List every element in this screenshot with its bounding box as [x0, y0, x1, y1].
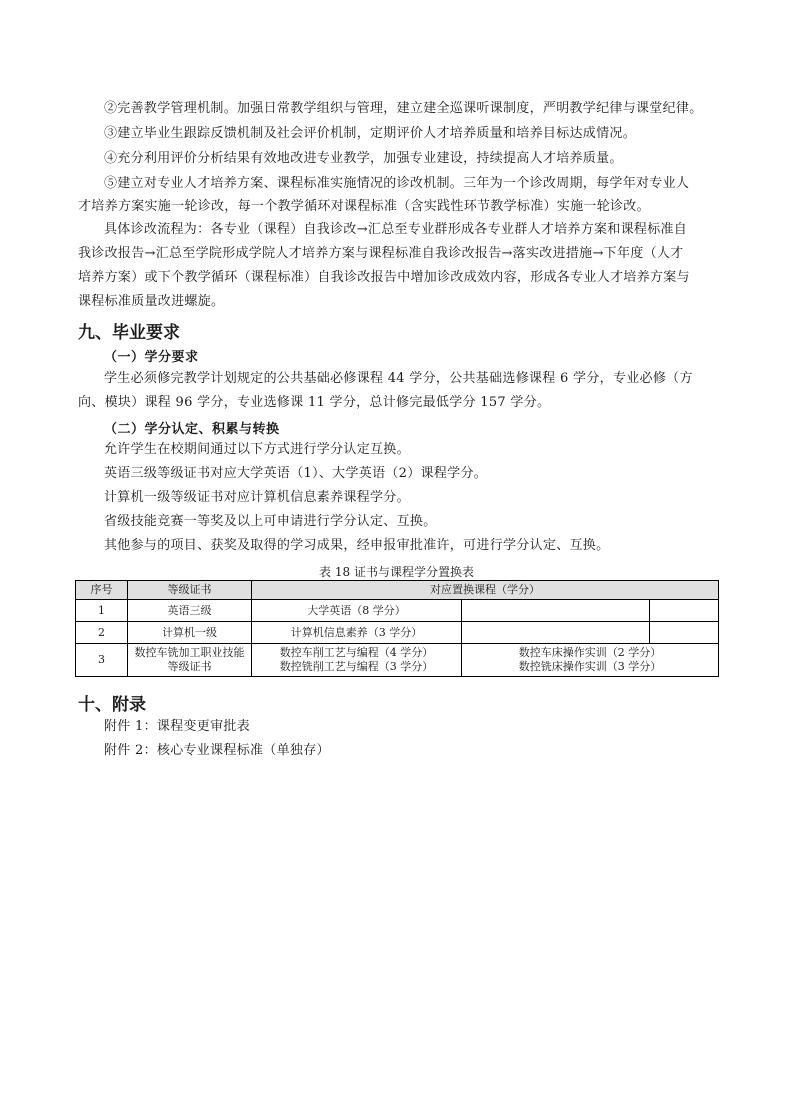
cell-no: 2 [76, 622, 128, 644]
paragraph-line: 计算机一级等级证书对应计算机信息素养课程学分。 [104, 490, 410, 505]
cell-cert-line: 等级证书 [167, 660, 212, 673]
section-heading: 十、附录 [78, 695, 146, 715]
paragraph-line: 我诊改报告→汇总至学院形成学院人才培养方案与课程标准自我诊改报告→落实改进措施→下年度（人才 [78, 246, 684, 261]
cell-course-line: 数控车削工艺与编程（4 学分） [279, 646, 434, 659]
cell-course [462, 644, 719, 677]
credit-conversion-table [75, 580, 719, 677]
table-caption: 表 18 证书与课程学分置换表 [319, 565, 474, 579]
cell-course: 计算机信息素养（3 学分） [252, 622, 462, 644]
cell-course: 大学英语（8 学分） [252, 600, 462, 622]
paragraph-line: 培养方案）或下个教学循环（课程标准）自我诊改报告中增加诊改成效内容，形成各专业人才培养方案与 [78, 270, 690, 285]
cell-cert [128, 644, 252, 677]
appendix-item: 附件 2：核心专业课程标准（单独存） [104, 743, 330, 758]
header-no: 序号 [76, 581, 128, 600]
header-cert: 等级证书 [128, 581, 252, 600]
cell-cert-line: 数控车铣加工职业技能 [134, 646, 245, 659]
cell-course [650, 622, 719, 644]
paragraph-line: 向、模块）课程 96 学分，专业选修课 11 学分，总计修完最低学分 157 学分。 [78, 395, 551, 410]
subsection-heading: （一）学分要求 [104, 350, 199, 365]
paragraph-line: 学生必须修完教学计划规定的公共基础必修课程 44 学分，公共基础选修课程 6 学分，专业必修（方 [104, 371, 693, 386]
paragraph-line: ④充分利用评价分析结果有效地改进专业教学，加强专业建设，持续提高人才培养质量。 [104, 151, 623, 166]
paragraph-line: 省级技能竞赛一等奖及以上可申请进行学分认定、互换。 [104, 514, 437, 529]
table-row [76, 644, 719, 677]
cell-course [650, 600, 719, 622]
paragraph-line: 英语三级等级证书对应大学英语（1）、大学英语（2）课程学分。 [104, 466, 488, 481]
cell-cert: 英语三级 [128, 600, 252, 622]
paragraph-line: 课程标准质量改进螺旋。 [78, 294, 225, 309]
table-header-row [76, 581, 719, 600]
cell-no: 3 [76, 644, 128, 677]
cell-course [252, 644, 462, 677]
paragraph-line: 具体诊改流程为：各专业（课程）自我诊改→汇总至专业群形成各专业群人才培养方案和课程标准自 [104, 222, 688, 237]
cell-no: 1 [76, 600, 128, 622]
cell-course [462, 622, 650, 644]
cell-cert: 计算机一级 [128, 622, 252, 644]
paragraph-line: ②完善教学管理机制。加强日常教学组织与管理，建立建全巡课听课制度，严明教学纪律与课堂纪律。 [104, 101, 703, 116]
paragraph-line: ⑤建立对专业人才培养方案、课程标准实施情况的诊改机制。三年为一个诊改周期，每学年对专业人 [104, 176, 690, 191]
paragraph-line: ③建立毕业生跟踪反馈机制及社会评价机制，定期评价人才培养质量和培养目标达成情况。 [104, 126, 637, 141]
section-heading: 九、毕业要求 [78, 323, 180, 343]
paragraph-line: 才培养方案实施一轮诊改，每一个教学循环对课程标准（含实践性环节教学标准）实施一轮诊改。 [78, 199, 650, 214]
paragraph-line: 允许学生在校期间通过以下方式进行学分认定互换。 [104, 442, 410, 457]
appendix-item: 附件 1：课程变更审批表 [104, 719, 251, 734]
cell-course [462, 600, 650, 622]
cell-course-line: 数控车床操作实训（2 学分） [518, 646, 662, 659]
cell-course-line: 数控铣削工艺与编程（3 学分） [279, 660, 434, 673]
table-row [76, 622, 719, 644]
subsection-heading: （二）学分认定、积累与转换 [104, 422, 280, 437]
table-row [76, 600, 719, 622]
paragraph-line: 其他参与的项目、获奖及取得的学习成果，经申报审批准许，可进行学分认定、互换。 [104, 538, 610, 553]
header-courses: 对应置换课程（学分） [252, 581, 719, 600]
cell-course-line: 数控铣床操作实训（3 学分） [518, 660, 662, 673]
